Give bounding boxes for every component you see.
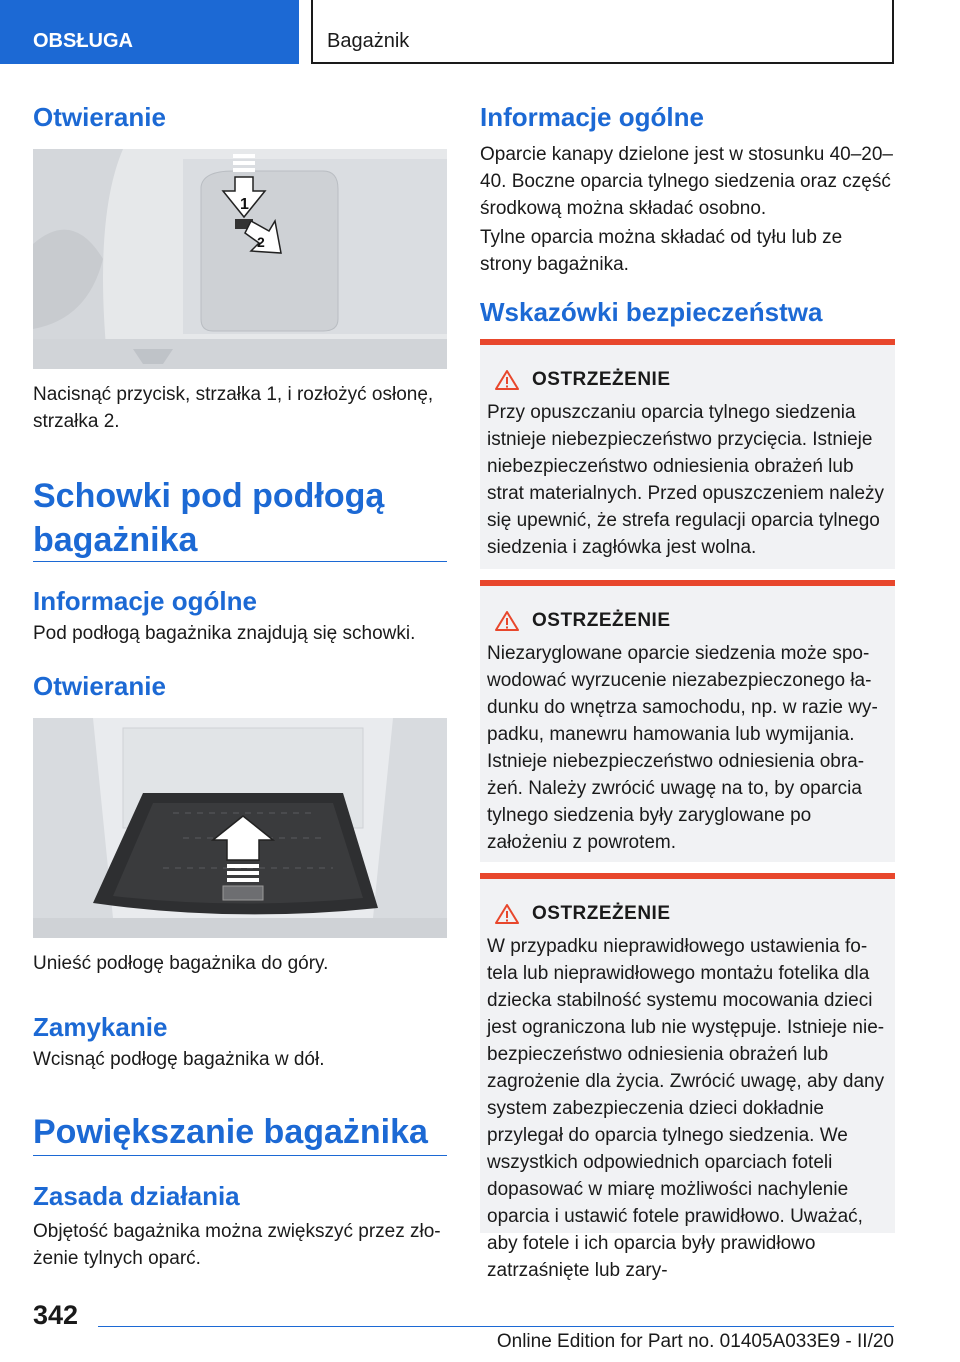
chapter-title: Bagażnik [311,0,894,64]
svg-text:1: 1 [240,196,249,213]
warning-title-text: OSTRZEŻENIE [532,369,671,390]
heading-informacje-ogolne-left: Informacje ogólne [33,586,257,616]
image-cover-release [33,149,447,369]
text-zamykanie: Wcisnąć podłogę bagażnika w dół. [33,1049,325,1070]
warning-title [487,610,885,632]
heading-informacje-ogolne-right: Informacje ogólne [480,102,704,132]
page-number: 342 [33,1300,79,1330]
heading-otwieranie-2: Otwieranie [33,671,166,701]
text-skladanie-oparc: Tylne oparcia można składać od tyłu lub ze strony bagażnika. [480,227,843,275]
heading-powiekszanie: Powiększanie bagażnika [33,1113,428,1151]
warning-triangle-icon [494,610,520,632]
divider [33,561,447,562]
footer-divider [98,1326,894,1327]
divider [33,1155,447,1156]
warning-box-2 [480,580,895,862]
caption-trunk-floor: Unieść podłogę bagażnika do góry. [33,953,329,974]
warning-title [487,369,885,391]
footer-edition: Online Edition for Part no. 01405A033E9 - II/20 [496,1331,894,1352]
warning-text: Niezaryglowane oparcie siedzenia może spowodować wyrzucenie niezabezpieczonego ładunku do wnętrza samochodu, np. w razie wypadku, manewru hamowania lub wymijania. Istnieje niebezpieczeństwo odniesienia obrażeń. Należy zwrócić uwagę na to, by oparcia tylnego siedzenia były zaryglowane po założeniu z powrotem. [487,643,878,853]
cover-illustration [33,149,447,369]
heading-zasada-dzialania: Zasada działania [33,1181,240,1211]
image-trunk-floor [33,718,447,938]
text-zasada-dzialania: Objętość bagażnika można zwiększyć przez złożenie tylnych oparć. [33,1221,441,1269]
warning-box-3 [480,873,895,1281]
warning-title-text: OSTRZEŻENIE [532,903,671,924]
text-oparcie-dzielone: Oparcie kanapy dzielone jest w stosunku 40–20–40. Boczne oparcia tylnego siedzenia oraz część środkową można składać osobno. [480,144,893,219]
heading-otwieranie-1: Otwieranie [33,102,166,132]
caption-cover-release: Nacisnąć przycisk, strzałka 1, i rozłożyć osłonę, strzałka 2. [33,384,434,432]
heading-zamykanie: Zamykanie [33,1012,168,1042]
trunk-floor-illustration [33,718,447,938]
svg-text:2: 2 [257,234,265,250]
warning-box-1 [480,339,895,569]
warning-title-text: OSTRZEŻENIE [532,610,671,631]
warning-text: W przypadku nieprawidłowego ustawienia fotela lub nieprawidłowego montażu fotelika dla dziecka stabilność systemu mocowania dzieci jest ograniczona lub nie występuje. Istnieje niebezpieczeństwo odniesienia obrażeń lub zagrożenie dla życia. Zwrócić uwagę, aby dany system zabezpieczenia dzieci dokładnie przylegał do oparcia tylnego siedzenia. We wszystkich odpowiednich oparciach foteli dopasować w miarę możliwości nachylenie oparcia i ustawić fotele prawidłowo. Uważać, aby fotele i ich oparcia były prawidłowo zatrzaśnięte lub zary- [487,936,885,1281]
warning-triangle-icon [494,903,520,925]
section-tab: OBSŁUGA [0,0,299,64]
heading-wskazowki-bezpieczenstwa: Wskazówki bezpieczeństwa [480,297,823,327]
warning-triangle-icon [494,369,520,391]
heading-schowki: Schowki pod podłogą bagażnika [33,477,385,559]
warning-title [487,903,885,925]
warning-text: Przy opuszczaniu oparcia tylnego siedzenia istnieje niebezpieczeństwo przycięcia. Istnieje niebezpieczeństwo odniesienia obrażeń lub strat materialnych. Przed opuszczeniem należy się upewnić, że strefa regulacji oparcia tylnego siedzenia i zagłówka jest wolna. [487,402,885,558]
text-schowki-info: Pod podłogą bagażnika znajdują się schowki. [33,623,416,644]
